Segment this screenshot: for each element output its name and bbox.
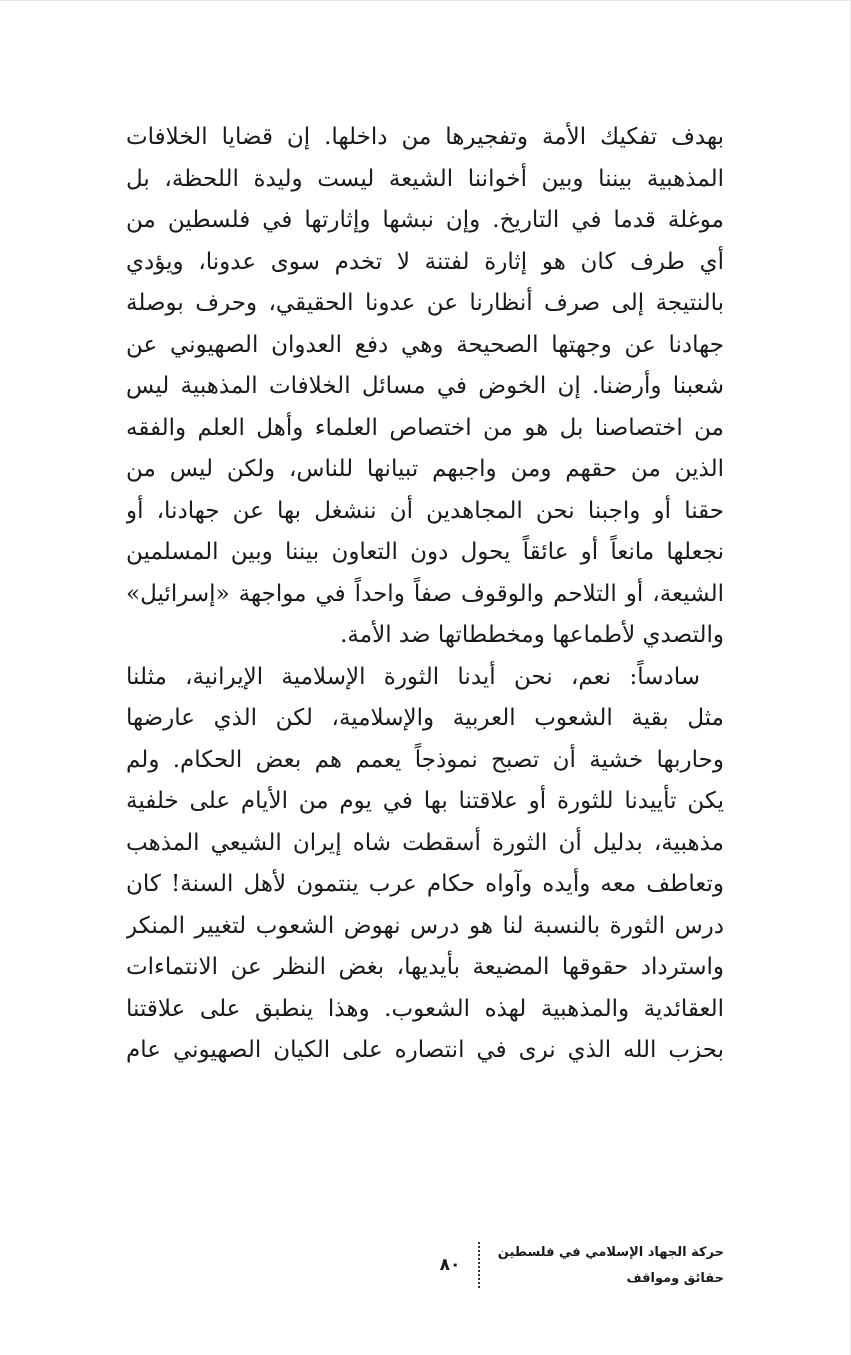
text-line: درس الثورة بالنسبة لنا هو درس نهوض الشعوب لتغيير المنكر [126, 912, 724, 939]
running-footer [430, 1238, 724, 1292]
text-line: الذين من حقهم ومن واجبهم تبيانها للناس، ولكن ليس من [126, 456, 724, 482]
footer-dotted-divider [478, 1242, 480, 1288]
text-line: المذهبية بيننا وبين أخواننا الشيعة ليست وليدة اللحظة، بل [126, 165, 724, 192]
text-line: وحاربها خشية أن تصبح نموذجاً يعمم هم بعض الحكام. ولم [126, 746, 724, 773]
footer-book-info [484, 1240, 724, 1292]
paragraph-start-line: سادساً: نعم، نحن أيدنا الثورة الإسلامية الإيرانية، مثلنا [126, 663, 700, 690]
text-line: بهدف تفكيك الأمة وتفجيرها من داخلها. إن قضايا الخلافات [126, 124, 724, 150]
text-line: العقائدية والمذهبية لهذه الشعوب. وهذا ينطبق على علاقتنا [126, 995, 724, 1022]
text-line: بالنتيجة إلى صرف أنظارنا عن عدونا الحقيقي، وحرف بوصلة [126, 290, 724, 316]
text-line: جهادنا عن وجهتها الصحيحة وهي دفع العدوان الصهيوني عن [126, 331, 724, 358]
body-text [126, 117, 724, 1072]
footer-book-title: حركة الجهاد الإسلامي في فلسطين [497, 1245, 724, 1260]
text-line: واسترداد حقوقها المضيعة بأيديها، بغض النظر عن الانتماءات [126, 954, 724, 980]
text-line: وتعاطف معه وأيده وآواه حكام عرب ينتمون لأهل السنة! كان [126, 871, 724, 897]
text-line: أي طرف كان هو إثارة لفتنة لا تخدم سوى عدونا، ويؤدي [126, 248, 724, 275]
text-line: بحزب الله الذي نرى في انتصاره على الكيان الصهيوني عام [126, 1037, 724, 1063]
footer-book-subtitle: حقائق ومواقف [626, 1271, 724, 1286]
text-line: موغلة قدما في التاريخ. وإن نبشها وإثارتها في فلسطين من [126, 207, 724, 233]
text-line: حقنا أو واجبنا نحن المجاهدين أن ننشغل بها عن جهادنا، أو [126, 497, 724, 524]
text-line: شعبنا وأرضنا. إن الخوض في مسائل الخلافات المذهبية ليس [126, 373, 724, 399]
text-line: الشيعة، أو التلاحم والوقوف صفاً واحداً في مواجهة «إسرائيل» [126, 580, 724, 607]
page-number: ٨٠ [439, 1255, 461, 1275]
text-line: مثل بقية الشعوب العربية والإسلامية، لكن الذي عارضها [126, 705, 724, 731]
paragraph-end-line: والتصدي لأطماعها ومخططاتها ضد الأمة. [340, 622, 724, 648]
page-top-edge [0, 0, 851, 1]
text-line: نجعلها مانعاً أو عائقاً يحول دون التعاون بيننا وبين المسلمين [126, 539, 724, 565]
text-line: من اختصاصنا بل هو من اختصاص العلماء وأهل العلم والفقه [126, 414, 724, 441]
text-line: يكن تأييدنا للثورة أو علاقتنا بها في يوم من الأيام على خلفية [126, 788, 724, 814]
text-line: مذهبية، بدليل أن الثورة أسقطت شاه إيران الشيعي المذهب [126, 829, 724, 856]
